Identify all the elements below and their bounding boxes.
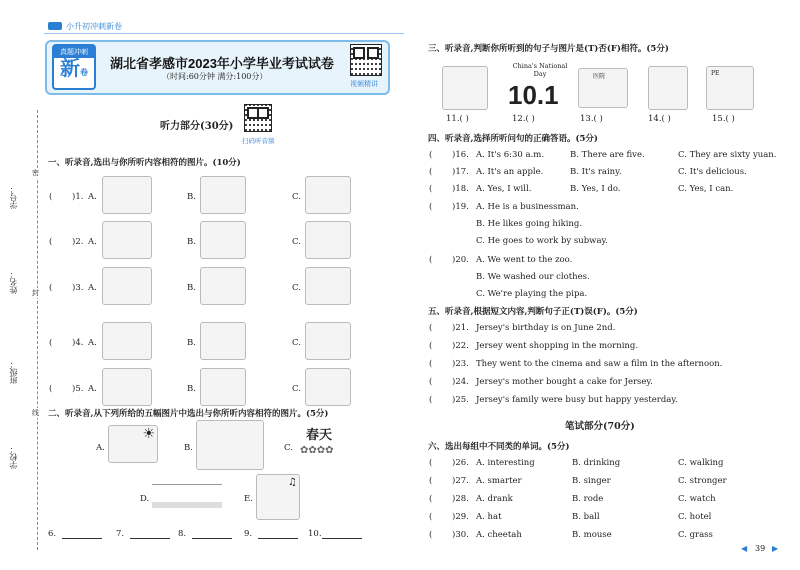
answer-blank-10[interactable] <box>322 538 362 539</box>
answer-paren-17[interactable]: ( <box>429 167 433 177</box>
blank-label-8: 8. <box>178 529 187 539</box>
train-station-picture <box>305 221 351 259</box>
q27-option-a: A. smarter <box>476 476 522 486</box>
swimmer-picture <box>102 322 152 360</box>
s2-option-a: A. <box>96 443 105 453</box>
answer-paren-28[interactable]: ( <box>429 494 433 504</box>
q24-statement: Jersey's mother bought a cake for Jersey. <box>476 377 653 387</box>
q20-option-b: B. We washed our clothes. <box>476 272 590 282</box>
audio-label: 扫码听音频 <box>242 138 275 145</box>
music-girl-picture <box>256 474 300 520</box>
q26-option-c: C. walking <box>678 458 724 468</box>
video-label: 视频精讲 <box>350 81 378 88</box>
s2-option-d: D. <box>140 494 150 504</box>
pencil-ruler-picture <box>152 484 222 508</box>
answer-blank-14[interactable]: 14.( ) <box>648 114 671 124</box>
exam-title: 湖北省孝感市2023年小学毕业考试试卷 <box>110 56 334 71</box>
s2-option-e: E. <box>244 494 253 504</box>
q23-statement: They went to the cinema and saw a film in the afternoon. <box>476 359 723 369</box>
listening-title: 听力部分(30分) <box>160 121 234 132</box>
q5-option-a: A. <box>88 384 97 394</box>
q26-option-a: A. interesting <box>476 458 535 468</box>
answer-paren-1[interactable]: ( <box>49 192 53 202</box>
blank-label-6: 6. <box>48 529 57 539</box>
q27-option-b: B. singer <box>572 476 611 486</box>
q23-number: )23. <box>452 359 469 369</box>
q30-number: )30. <box>452 530 469 540</box>
q27-number: )27. <box>452 476 469 486</box>
q18-number: )18. <box>452 184 469 194</box>
bus-picture <box>102 368 152 406</box>
q28-option-a: A. drank <box>476 494 513 504</box>
answer-blank-15[interactable]: 15.( ) <box>712 114 735 124</box>
q29-option-b: B. ball <box>572 512 600 522</box>
national-day-date: 10.1 <box>508 80 559 110</box>
timetable-pe: PE <box>711 70 720 77</box>
blank-label-9: 9. <box>244 529 253 539</box>
q28-option-c: C. watch <box>678 494 716 504</box>
section2-title: 二、听录音,从下列所给的五幅图片中选出与你所听内容相符的图片。(5分) <box>48 409 329 419</box>
answer-blank-7[interactable] <box>130 538 170 539</box>
q28-number: )28. <box>452 494 469 504</box>
section3-title: 三、听录音,判断你所听到的句子与图片是(T)否(F)相符。(5分) <box>428 44 669 54</box>
q5-number: )5. <box>72 384 84 394</box>
answer-blank-12[interactable]: 12.( ) <box>512 114 535 124</box>
bread-picture <box>102 176 152 214</box>
football-boy-picture <box>200 322 246 360</box>
hospital-picture <box>578 68 628 108</box>
timetable-picture <box>706 66 754 110</box>
q22-statement: Jersey went shopping in the morning. <box>476 341 639 351</box>
answer-paren-25[interactable]: ( <box>429 395 433 405</box>
answer-blank-11[interactable]: 11.( ) <box>446 114 469 124</box>
banner-tag <box>52 44 96 90</box>
q1-option-c: C. <box>292 192 301 202</box>
q4-number: )4. <box>72 338 84 348</box>
q18-option-c: C. Yes, I can. <box>678 184 734 194</box>
q30-option-a: A. cheetah <box>476 530 522 540</box>
q29-option-c: C. hotel <box>678 512 712 522</box>
q17-option-a: A. It's an apple. <box>476 167 544 177</box>
q2-number: )2. <box>72 237 84 247</box>
seal-word-mi: 密 <box>32 169 39 177</box>
waiting-boy-picture <box>442 66 488 110</box>
q5-option-c: C. <box>292 384 301 394</box>
seal-word-feng: 封 <box>32 289 39 297</box>
answer-paren-21[interactable]: ( <box>429 323 433 333</box>
answer-paren-4[interactable]: ( <box>49 338 53 348</box>
school-label: 学校： <box>9 445 18 469</box>
next-page-icon[interactable]: ▶ <box>772 544 779 553</box>
q3-number: )3. <box>72 283 84 293</box>
ice-cream-picture <box>305 176 351 214</box>
picnic-picture <box>196 420 264 470</box>
q22-number: )22. <box>452 341 469 351</box>
answer-paren-18[interactable]: ( <box>429 184 433 194</box>
flowers-icon: ✿✿✿✿ <box>300 445 334 456</box>
q29-number: )29. <box>452 512 469 522</box>
airplane-picture <box>200 368 246 406</box>
section4-title: 四、听录音,选择所听问句的正确答语。(5分) <box>428 134 598 144</box>
q19-option-b: B. He likes going hiking. <box>476 219 583 229</box>
q16-option-b: B. There are five. <box>570 150 645 160</box>
answer-paren-3[interactable]: ( <box>49 283 53 293</box>
student-number-label: 学号： <box>9 185 18 209</box>
section6-title: 六、选出每组中不同类的单词。(5分) <box>428 442 570 452</box>
banner-tag-top: 真题冲刺 <box>54 46 94 58</box>
q16-option-c: C. They are sixty yuan. <box>678 150 777 160</box>
answer-paren-5[interactable]: ( <box>49 384 53 394</box>
header-rule <box>44 33 404 34</box>
series-badge <box>48 22 62 30</box>
series-title: 小升初冲刺新卷 <box>66 22 122 31</box>
q20-number: )20. <box>452 255 469 265</box>
q3-option-b: B. <box>187 283 196 293</box>
exam-subtitle: （时间:60分钟 满分:100分） <box>162 72 268 81</box>
section1-title: 一、听录音,选出与你所听内容相符的图片。(10分) <box>48 158 241 168</box>
answer-paren-22[interactable]: ( <box>429 341 433 351</box>
q2-option-c: C. <box>292 237 301 247</box>
page-number: 39 <box>755 544 766 553</box>
q1-number: )1. <box>72 192 84 202</box>
sunglasses-picture <box>108 425 158 463</box>
q21-number: )21. <box>452 323 469 333</box>
sick-boy-picture <box>648 66 688 110</box>
q3-option-a: A. <box>88 283 97 293</box>
sun-icon: ☀ <box>142 426 155 442</box>
hospital-sign: 医院 <box>593 73 606 80</box>
q30-option-b: B. mouse <box>572 530 612 540</box>
q1-option-a: A. <box>88 192 97 202</box>
written-title: 笔试部分(70分) <box>565 421 635 432</box>
answer-paren-30[interactable]: ( <box>429 530 433 540</box>
answer-paren-27[interactable]: ( <box>429 476 433 486</box>
q26-number: )26. <box>452 458 469 468</box>
q16-number: )16. <box>452 150 469 160</box>
blank-label-10: 10. <box>308 529 322 539</box>
q1-option-b: B. <box>187 192 196 202</box>
national-day-caption: China's National Day <box>512 62 568 78</box>
q4-option-b: B. <box>187 338 196 348</box>
q20-option-c: C. We're playing the pipa. <box>476 289 588 299</box>
q5-option-b: B. <box>187 384 196 394</box>
answer-paren-q19[interactable]: ( <box>429 202 433 212</box>
q28-option-b: B. rode <box>572 494 604 504</box>
q19-option-a: A. He is a businessman. <box>476 202 579 212</box>
bicycle-picture <box>305 368 351 406</box>
q17-option-b: B. It's rainy. <box>570 167 622 177</box>
answer-paren-24[interactable]: ( <box>429 377 433 387</box>
class-label: 班级： <box>9 360 18 384</box>
q30-option-c: C. grass <box>678 530 713 540</box>
q2-option-b: B. <box>187 237 196 247</box>
video-qr-code[interactable] <box>350 44 382 76</box>
city-picture <box>102 221 152 259</box>
answer-blank-6[interactable] <box>62 538 102 539</box>
q16-option-a: A. It's 6:30 a.m. <box>476 150 545 160</box>
music-note-icon: ♫ <box>288 477 297 488</box>
answer-paren-2[interactable]: ( <box>49 237 53 247</box>
section5-title: 五、听录音,根据短文内容,判断句子正(T)误(F)。(5分) <box>428 307 638 317</box>
police-officer-picture <box>200 267 246 305</box>
library-picture <box>200 221 246 259</box>
prev-page-icon[interactable]: ◀ <box>741 544 748 553</box>
banner-tag-juan: 卷 <box>80 68 88 77</box>
answer-blank-9[interactable] <box>258 538 298 539</box>
s2-option-b: B. <box>184 443 193 453</box>
q25-number: )25. <box>452 395 469 405</box>
q24-number: )24. <box>452 377 469 387</box>
audio-qr-code[interactable] <box>244 104 272 132</box>
answer-paren-q20[interactable]: ( <box>429 255 433 265</box>
q27-option-c: C. stronger <box>678 476 727 486</box>
answer-blank-8[interactable] <box>192 538 232 539</box>
q17-option-c: C. It's delicious. <box>678 167 747 177</box>
q2-option-a: A. <box>88 237 97 247</box>
q20-option-a: A. We went to the zoo. <box>476 255 573 265</box>
fishing-boy-picture <box>102 267 152 305</box>
banner-tag-new <box>54 58 94 84</box>
q21-statement: Jersey's birthday is on June 2nd. <box>476 323 616 333</box>
q29-option-a: A. hat <box>476 512 502 522</box>
answer-paren-26[interactable]: ( <box>429 458 433 468</box>
q17-number: )17. <box>452 167 469 177</box>
name-label: 姓名： <box>9 270 18 294</box>
q19-option-c: C. He goes to work by subway. <box>476 236 608 246</box>
q25-statement: Jersey's family were busy but happy yesterday. <box>476 395 678 405</box>
q18-option-a: A. Yes, I will. <box>476 184 532 194</box>
carrot-picture <box>200 176 246 214</box>
farmer-picture <box>305 267 351 305</box>
s2-option-c: C. <box>284 443 293 453</box>
jumping-boy-picture <box>305 322 351 360</box>
blank-label-7: 7. <box>116 529 125 539</box>
q18-option-b: B. Yes, I do. <box>570 184 621 194</box>
answer-blank-13[interactable]: 13.( ) <box>580 114 603 124</box>
answer-paren-29[interactable]: ( <box>429 512 433 522</box>
banner-tag-new-text: 新 <box>60 58 80 80</box>
q19-number: )19. <box>452 202 469 212</box>
q26-option-b: B. drinking <box>572 458 621 468</box>
seal-word-xian: 线 <box>32 409 39 417</box>
spring-text: 春天 <box>306 427 333 442</box>
q4-option-c: C. <box>292 338 301 348</box>
q3-option-c: C. <box>292 283 301 293</box>
answer-paren-23[interactable]: ( <box>429 359 433 369</box>
answer-paren-16[interactable]: ( <box>429 150 433 160</box>
q4-option-a: A. <box>88 338 97 348</box>
